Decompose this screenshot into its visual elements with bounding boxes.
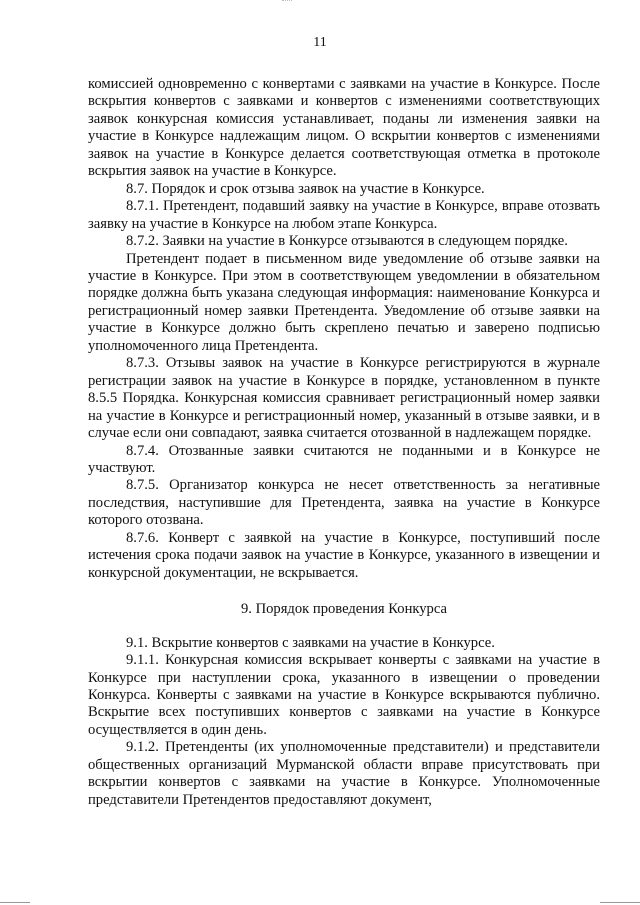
document-body: [88, 76, 600, 809]
clause-8-7-5: 8.7.5. Организатор конкурса не несет ответственность за негативные последствия, наступившие для Претендента, заявка на участие в Конкурсе которого отозвана.: [88, 477, 600, 529]
clause-9-1-2: 9.1.2. Претенденты (их уполномоченные представители) и представители общественных организаций Мурманской области вправе присутствовать при вскрытии конвертов с заявками на участие в Конкурсе. Уполномоченные представители Претендентов предоставляют документ,: [88, 739, 600, 808]
scan-mark: [282, 0, 292, 4]
clause-9-1-1: 9.1.1. Конкурсная комиссия вскрывает конверты с заявками на участие в Конкурсе при наступлении срока, указанного в извещении о проведении Конкурса. Конверты с заявками на участие в Конкурсе вскрываются публично. Вскрытие всех поступивших конвертов с заявками на участие в Конкурсе осуществляется в один день.: [88, 652, 600, 738]
clause-8-7-4: 8.7.4. Отозванные заявки считаются не поданными и в Конкурсе не участвуют.: [88, 442, 600, 476]
page-number: 11: [313, 35, 327, 50]
clause-8-7-3: 8.7.3. Отзывы заявок на участие в Конкурсе регистрируются в журнале регистрации заявок на участие в Конкурсе в порядке, установленном в пункте 8.5.5 Порядка. Конкурсная комиссия сравнивает регистрационный номер заявки на участие в Конкурсе и регистрационный номер, указанный в отзыве заявки, и в случае если они совпадают, заявка считается отозванной в надлежащем порядке.: [88, 355, 600, 442]
clause-8-7-1: 8.7.1. Претендент, подавший заявку на участие в Конкурсе, вправе отозвать заявку на участие в Конкурсе на любом этапе Конкурса.: [88, 198, 600, 232]
clause-8-7: 8.7. Порядок и срок отзыва заявок на участие в Конкурсе.: [126, 180, 485, 197]
paragraph-continuation: комиссией одновременно с конвертами с заявками на участие в Конкурсе. После вскрытия конвертов с заявками и конвертов с изменениями соответствующих заявок конкурсная комиссия устанавливает, поданы ли изменения заявки на участие в Конкурсе надлежащим лицом. О вскрытии конвертов с изменениями заявок на участие в Конкурсе делается соответствующая отметка в протоколе вскрытия заявок на участие в Конкурсе.: [88, 76, 600, 180]
scan-edge-right: [600, 902, 640, 903]
clause-9-1: 9.1. Вскрытие конвертов с заявками на участие в Конкурсе.: [126, 634, 495, 651]
section-heading: 9. Порядок проведения Конкурса: [240, 601, 447, 618]
scan-edge-left: [0, 902, 30, 903]
clause-8-7-6: 8.7.6. Конверт с заявкой на участие в Конкурсе, поступивший после истечения срока подачи заявок на участие в Конкурсе, указанного в извещении и конкурсной документации, не вскрывается.: [88, 529, 600, 581]
clause-8-7-2-body: Претендент подает в письменном виде уведомление об отзыве заявки на участие в Конкурсе. При этом в соответствующем уведомлении в обязательном порядке должна быть указана следующая информация: наименование Конкурса и регистрационный номер заявки Претендента. Уведомление об отзыве заявки на участие в Конкурсе должно быть скреплено печатью и заверено подписью уполномоченного лица Претендента.: [88, 250, 600, 354]
clause-8-7-2: 8.7.2. Заявки на участие в Конкурсе отзываются в следующем порядке.: [126, 233, 568, 250]
